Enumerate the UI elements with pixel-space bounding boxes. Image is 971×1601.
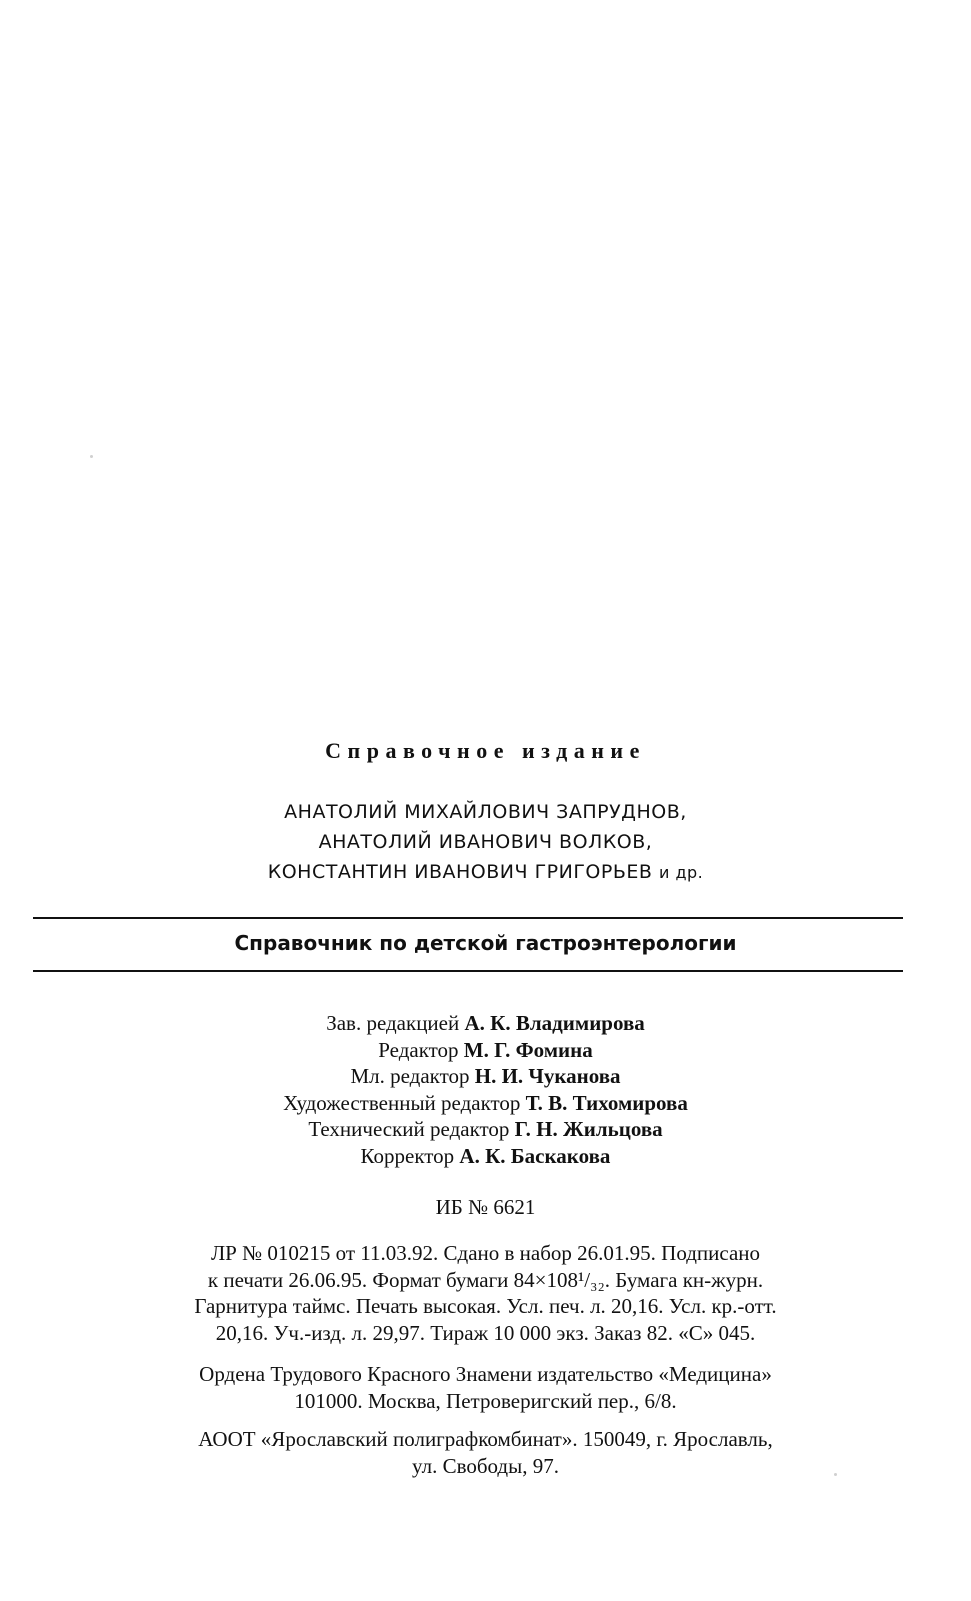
scan-speck: [90, 455, 93, 458]
staff-role: Технический редактор: [308, 1117, 510, 1141]
staff-name: А. К. Баскакова: [459, 1143, 611, 1168]
staff-role: Корректор: [360, 1143, 455, 1168]
staff-role: Художественный редактор: [283, 1090, 521, 1115]
author-name: КОНСТАНТИН ИВАНОВИЧ ГРИГОРЬЕВ: [267, 861, 653, 883]
staff-line: [0, 1037, 971, 1064]
authors-suffix: и др.: [658, 863, 704, 882]
imprint-line: 20,16. Уч.-изд. л. 29,97. Тираж 10 000 экз. Заказ 82. «С» 045.: [215, 1320, 756, 1345]
staff-name: А. К. Владимирова: [464, 1011, 645, 1035]
printer-block: [0, 1426, 971, 1479]
staff-name: Т. В. Тихомирова: [525, 1090, 688, 1115]
imprint-line: ЛР № 010215 от 11.03.92. Сдано в набор 26.01.95. Подписано: [210, 1241, 761, 1265]
staff-name: Г. Н. Жильцова: [514, 1117, 663, 1141]
staff-name: Н. И. Чуканова: [474, 1064, 621, 1088]
publisher-line: Ордена Трудового Красного Знамени издательство «Медицина»: [199, 1362, 772, 1386]
ib-number: ИБ № 6621: [435, 1195, 536, 1219]
staff-line: [0, 1090, 971, 1117]
printer-address: ул. Свободы, 97.: [412, 1453, 559, 1478]
imprint-block: [0, 1240, 971, 1346]
book-title: Справочник по детской гастроэнтерологии: [234, 931, 737, 955]
imprint-line: к печати 26.06.95. Формат бумаги 84×108¹/₃₂. Бумага кн-журн.: [207, 1267, 764, 1292]
staff-line: [0, 1010, 971, 1037]
imprint-line: Гарнитура таймс. Печать высокая. Усл. печ. л. 20,16. Усл. кр.-отт.: [194, 1294, 777, 1318]
staff-role: Зав. редакцией: [326, 1011, 460, 1035]
author-line: АНАТОЛИЙ МИХАЙЛОВИЧ ЗАПРУДНОВ,: [284, 801, 687, 823]
publisher-address: 101000. Москва, Петроверигский пер., 6/8.: [294, 1388, 677, 1413]
editorial-staff: [0, 1010, 971, 1169]
staff-line: [0, 1116, 971, 1143]
author-line: АНАТОЛИЙ ИВАНОВИЧ ВОЛКОВ,: [318, 831, 653, 853]
series-label: Справочное издание: [325, 738, 646, 763]
author-line-last: [0, 857, 971, 888]
title-rule-bottom: [33, 970, 903, 972]
staff-role: Мл. редактор: [350, 1064, 470, 1088]
staff-line: [0, 1143, 971, 1170]
staff-role: Редактор: [378, 1037, 459, 1062]
staff-line: [0, 1063, 971, 1090]
printer-line: АООТ «Ярославский полиграфкомбинат». 150049, г. Ярославль,: [198, 1427, 773, 1451]
publisher-block: [0, 1361, 971, 1414]
title-rule-top: [33, 917, 903, 919]
staff-name: М. Г. Фомина: [463, 1037, 593, 1062]
authors-block: [0, 797, 971, 888]
